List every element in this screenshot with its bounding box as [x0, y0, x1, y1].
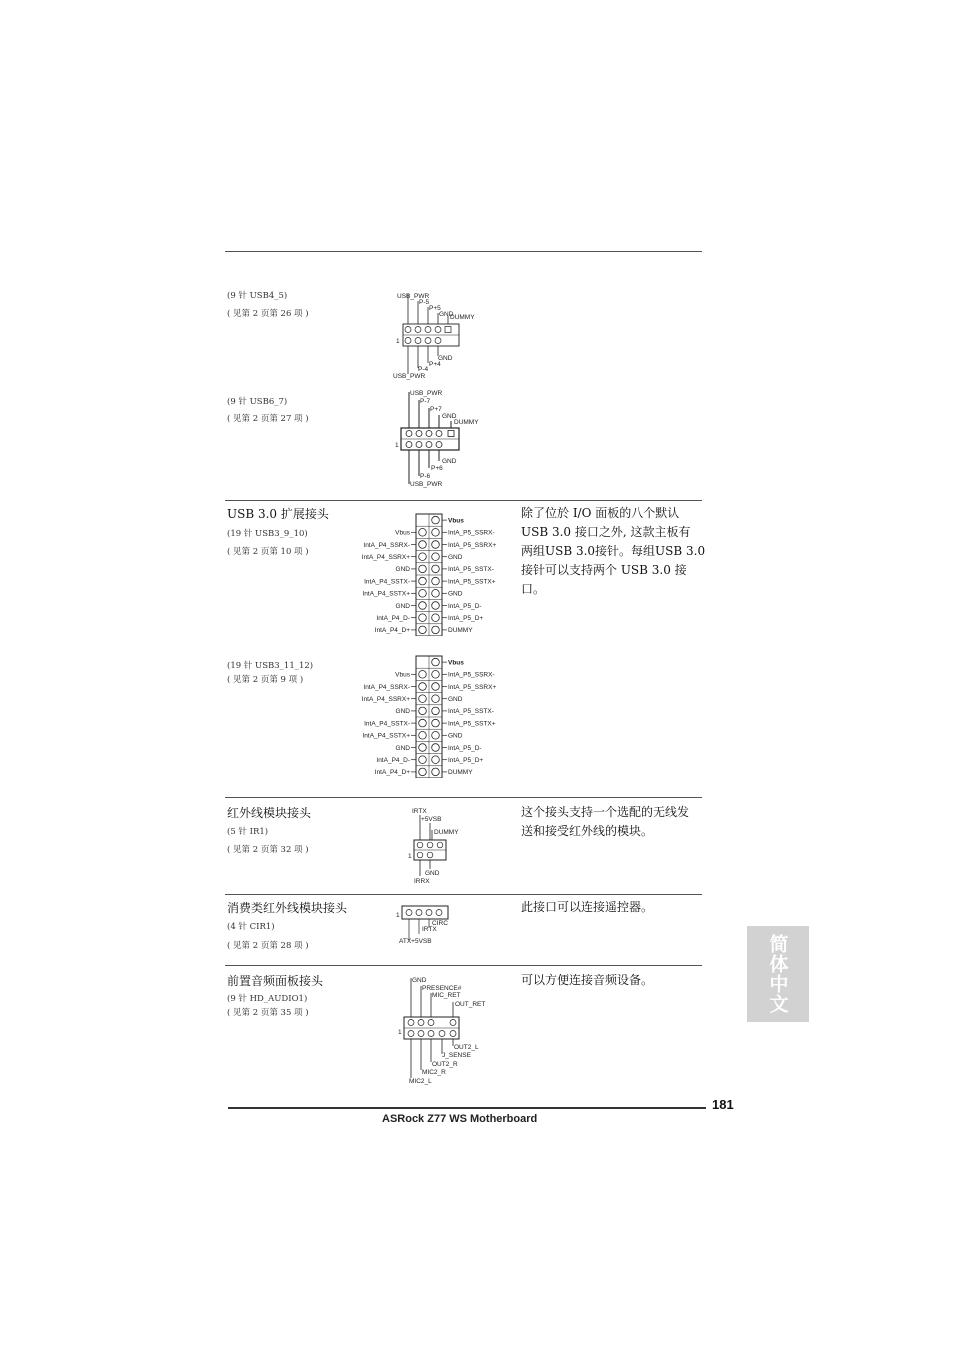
language-tab [747, 926, 809, 1022]
ir-title: 红外线模块接头 [227, 806, 312, 820]
usb3-pin-label-left: GND [395, 602, 410, 610]
usb3-desc-line: 除了位於 I/O 面板的八个默认 [521, 506, 680, 520]
usb3-description [521, 504, 705, 599]
usb3-pin-label-left: IntA_P4_D- [376, 615, 410, 622]
usb67-see: ( 见第 2 页第 27 项 ) [227, 414, 309, 424]
section-rule-cir [225, 894, 702, 895]
cir-label-atx5vsb: ATX+5VSB [399, 938, 432, 945]
usb3-pin-label-right: Vbus [448, 659, 464, 667]
usb67-pin1: 1 [395, 442, 399, 449]
section-rule-ir [225, 797, 702, 798]
usb3-pin-label-right: IntA_P5_SSRX+ [448, 683, 497, 691]
usb45-pins: (9 针 USB4_5) [227, 291, 288, 301]
audio-description [521, 971, 653, 990]
audio-label-mic-ret: MIC_RET [432, 992, 461, 999]
usb45-label-gnd-bottom: GND [438, 355, 453, 362]
footer-product-name: ASRock Z77 WS Motherboard [382, 1113, 538, 1125]
cir-see: ( 见第 2 页第 28 项 ) [227, 941, 309, 951]
usb67-label-usb-pwr-bottom: USB_PWR [410, 481, 443, 488]
ir-pins: (5 针 IR1) [227, 827, 269, 837]
usb3-pin-label-right: IntA_P5_SSRX+ [448, 541, 497, 549]
usb3-pin-label-left: GND [395, 708, 410, 716]
usb67-label-usb-pwr-top: USB_PWR [410, 390, 443, 397]
usb3-desc-line: 两组USB 3.0接针。每组USB 3.0 [521, 544, 706, 558]
usb3-pin-label-left: Vbus [395, 529, 410, 537]
usb45-label-gnd-top: GND [439, 311, 454, 318]
usb45-label-p-5: P-5 [419, 299, 430, 306]
usb3-desc-line: 接针可以支持两个 USB 3.0 接 [521, 563, 687, 577]
usb3-pin-label-left: IntA_P4_SSRX- [363, 683, 410, 691]
audio-see: ( 见第 2 页第 35 项 ) [227, 1008, 309, 1018]
audio-pins: (9 针 HD_AUDIO1) [227, 994, 308, 1004]
usb3-pin-label-right: Vbus [448, 517, 464, 525]
usb3-h1-pins: (19 针 USB3_9_10) [227, 529, 308, 539]
usb67-label-dummy: DUMMY [454, 419, 479, 426]
usb67-label-p+6: P+6 [431, 465, 443, 472]
usb45-label-p+4: P+4 [429, 361, 441, 368]
ir-desc-line: 这个接头支持一个选配的无线发 [521, 805, 690, 819]
usb3-h2-see: ( 见第 2 页第 9 项 ) [227, 675, 304, 685]
usb3-pin-label-left: IntA_P4_SSTX+ [362, 590, 410, 598]
audio-pin1: 1 [398, 1029, 402, 1036]
usb3-h1-see: ( 见第 2 页第 10 项 ) [227, 547, 309, 557]
ir-description [521, 803, 689, 841]
usb3-pin-label-left: Vbus [395, 671, 410, 679]
usb67-pins: (9 针 USB6_7) [227, 397, 288, 407]
cir-title: 消费类红外线模块接头 [227, 901, 348, 915]
audio-label-out-ret: OUT_RET [455, 1001, 486, 1008]
audio-label-out2-r: OUT2_R [432, 1061, 458, 1068]
cir-label-circ: CIRC [432, 920, 448, 927]
usb3-header-diagram-2 [350, 654, 520, 778]
audio-label-mic2-l: MIC2_L [409, 1078, 432, 1085]
audio-label-mic2-r: MIC2_R [422, 1069, 446, 1076]
usb3-pin-label-right: IntA_P5_SSTX- [448, 566, 494, 574]
cir-label-irtx: IRTX [422, 926, 437, 933]
cir-pins: (4 针 CIR1) [227, 922, 275, 932]
usb3-pin-label-right: IntA_P5_D- [448, 602, 482, 610]
usb3-pin-label-right: IntA_P5_D+ [448, 615, 484, 622]
usb3-pin-label-right: IntA_P5_D+ [448, 757, 484, 764]
usb3-pin-label-left: IntA_P4_SSTX+ [362, 732, 410, 740]
usb67-label-p-7: P-7 [420, 398, 431, 405]
ir-see: ( 见第 2 页第 32 项 ) [227, 845, 309, 855]
audio-label-out2-l: OUT2_L [454, 1044, 479, 1051]
usb3-pin-label-left: IntA_P4_SSRX- [363, 541, 410, 549]
usb67-label-p+7: P+7 [430, 406, 442, 413]
audio-header-diagram [396, 974, 496, 1088]
usb3-pin-label-left: IntA_P4_SSRX+ [361, 696, 410, 703]
usb3-pin-label-left: GND [395, 744, 410, 752]
footer-rule [228, 1107, 706, 1109]
usb3-pin-label-right: GND [448, 590, 463, 598]
usb3-h2-pins: (19 针 USB3_11_12) [227, 661, 314, 671]
usb3-pin-label-right: GND [448, 696, 463, 703]
section-rule-usb3 [225, 500, 702, 501]
usb3-pin-label-left: GND [395, 566, 410, 574]
ir-desc-line: 送和接受红外线的模块。 [521, 824, 654, 838]
cir-pin1: 1 [396, 912, 400, 919]
ir-label-5vsb: +5VSB [421, 816, 442, 823]
usb67-label-gnd-top: GND [442, 413, 457, 420]
usb45-header-diagram [388, 288, 498, 384]
usb45-label-dummy: DUMMY [450, 314, 475, 321]
usb67-label-gnd-bottom: GND [442, 458, 457, 465]
audio-label-presence: PRESENCE# [422, 985, 462, 992]
cir-desc-line: 此接口可以连接遥控器。 [521, 900, 654, 914]
usb67-header-diagram [390, 386, 500, 492]
usb3-pin-label-right: DUMMY [448, 769, 473, 777]
top-rule [225, 251, 702, 252]
ir-label-irrx: IRRX [414, 878, 430, 885]
audio-label-gnd: GND [412, 977, 427, 984]
usb3-pin-label-left: IntA_P4_SSRX+ [361, 554, 410, 561]
usb3-pin-label-right: IntA_P5_SSTX+ [448, 720, 496, 728]
usb3-header-diagram-1 [350, 512, 520, 636]
usb45-see: ( 见第 2 页第 26 项 ) [227, 309, 309, 319]
usb3-pin-label-right: IntA_P5_D- [448, 744, 482, 752]
cir-header-diagram [394, 900, 474, 950]
section-rule-audio [225, 965, 702, 966]
usb3-pin-label-right: IntA_P5_SSTX+ [448, 578, 496, 586]
usb45-pin1: 1 [396, 338, 400, 345]
ir-label-dummy: DUMMY [434, 829, 459, 836]
usb3-desc-line: USB 3.0 接口之外, 这款主板有 [521, 525, 691, 539]
usb3-pin-label-left: IntA_P4_SSTX- [364, 720, 410, 728]
usb3-pin-label-left: IntA_P4_SSTX- [364, 578, 410, 586]
cir-description [521, 898, 653, 917]
usb3-pin-label-right: IntA_P5_SSRX- [448, 529, 495, 537]
usb3-desc-line: 口。 [521, 582, 546, 596]
audio-title: 前置音频面板接头 [227, 974, 324, 988]
usb3-pin-label-right: GND [448, 554, 463, 561]
audio-desc-line: 可以方便连接音频设备。 [521, 973, 654, 987]
usb45-label-p-4: P-4 [418, 366, 429, 373]
usb45-label-usb-pwr-top: USB_PWR [397, 293, 430, 300]
usb45-label-usb-pwr-bottom: USB_PWR [393, 373, 426, 380]
usb3-pin-label-right: IntA_P5_SSTX- [448, 708, 494, 716]
usb3-pin-label-left: IntA_P4_D+ [374, 627, 410, 635]
language-tab-label: 简体中文 [766, 934, 789, 1014]
usb3-pin-label-right: GND [448, 732, 463, 740]
usb3-title: USB 3.0 扩展接头 [227, 507, 329, 521]
usb45-label-p+5: P+5 [429, 305, 441, 312]
page-number: 181 [712, 1097, 734, 1112]
usb3-pin-label-right: IntA_P5_SSRX- [448, 671, 495, 679]
ir-label-gnd: GND [425, 870, 440, 877]
usb3-pin-label-left: IntA_P4_D- [376, 757, 410, 764]
usb67-label-p-6: P-6 [420, 473, 431, 480]
usb3-pin-label-right: DUMMY [448, 627, 473, 635]
audio-label-j-sense: J_SENSE [442, 1052, 471, 1059]
ir-label-irtx: IRTX [412, 808, 427, 815]
ir-header-diagram [404, 806, 484, 886]
usb3-pin-label-left: IntA_P4_D+ [374, 769, 410, 777]
ir-pin1: 1 [408, 853, 412, 860]
